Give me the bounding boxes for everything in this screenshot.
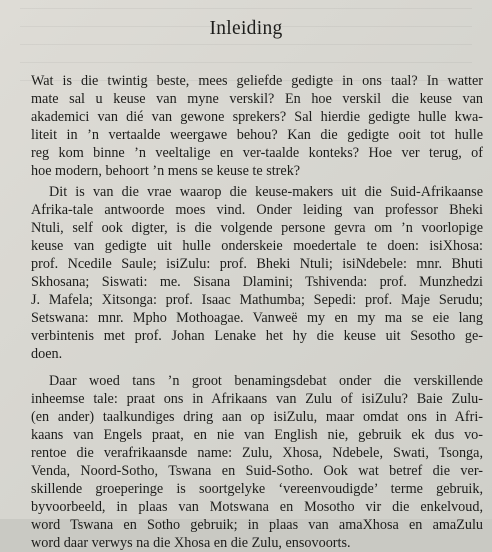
- text-line: doen.: [31, 345, 483, 363]
- text-line: prof. Ncedile Saule; isiZulu: prof. Bheki Ntuli; isiNdebele: mnr. Bhuti: [31, 255, 483, 273]
- text-line: kaans van Engels praat, en nie van English nie, gebruik ek dus vo-: [31, 426, 483, 444]
- text-line: Daar woed tans ’n groot benamingsdebat onder die verskillende: [31, 372, 483, 390]
- text-line: verbintenis met prof. Johan Lenake het hy die keuse uit Sesotho ge-: [31, 327, 483, 345]
- body-text: [31, 72, 483, 552]
- paragraph-2: [31, 183, 483, 364]
- text-line: skillende groeperinge is soortgelyke ‘vereenvoudigde’ terme gebruik,: [31, 480, 483, 498]
- text-line: rentoe die verafrikaansde name: Zulu, Xhosa, Ndebele, Swati, Tsonga,: [31, 444, 483, 462]
- text-line: J. Mafela; Xitsonga: prof. Isaac Mathumba; Sepedi: prof. Maje Serudu;: [31, 291, 483, 309]
- text-line: inheemse tale: praat ons in Afrikaans van Zulu of isiZulu? Baie Zulu-: [31, 390, 483, 408]
- paragraph-1: [31, 72, 483, 181]
- text-line: Setswana: mnr. Mpho Mothoagae. Vanweë my en my ma se eie lang: [31, 309, 483, 327]
- text-line: mate sal u keuse van myne verskil? En hoe verskil die keuse van: [31, 90, 483, 108]
- text-line: liteit in ’n vertaalde weergawe behou? Kan die gedigte ooit tot hulle: [31, 126, 483, 144]
- text-line: Afrika-tale antwoorde moes vind. Onder leiding van professor Bheki: [31, 201, 483, 219]
- text-line: (en ander) taalkundiges dring aan op isiZulu, maar omdat ons in Afri-: [31, 408, 483, 426]
- text-line: reg kom binne ’n veeltalige en ver-taalde konteks? Hoe ver terug, of: [31, 144, 483, 162]
- text-line: hoe modern, behoort ’n mens se keuse te strek?: [31, 162, 483, 180]
- text-line: Ntuli, self ook digter, is die volgende persone gevra om ’n voorlopige: [31, 219, 483, 237]
- chapter-title: Inleiding: [0, 18, 492, 40]
- text-line: Wat is die twintig beste, mees geliefde gedigte in ons taal? In watter: [31, 72, 483, 90]
- text-line: akademici van dié van gewone sprekers? Sal hierdie gedigte hulle kwa-: [31, 108, 483, 126]
- text-line: Venda, Noord-Sotho, Tswana en Suid-Sotho. Ook wat betref die ver-: [31, 462, 483, 480]
- text-line: keuse van gedigte uit hulle onderskeie moedertale te doen: isiXhosa:: [31, 237, 483, 255]
- paragraph-3: [31, 372, 483, 552]
- text-line: Skhosana; Siswati: me. Sisana Dlamini; Tshivenda: prof. Munzhedzi: [31, 273, 483, 291]
- text-line: word Tswana en Sotho gebruik; in plaas van amaXhosa en amaZulu: [31, 516, 483, 534]
- text-line: word daar verwys na die Xhosa en die Zulu, ensovoorts.: [31, 534, 483, 552]
- paragraph-gap: [31, 364, 483, 372]
- text-line: Dit is van die vrae waarop die keuse-makers uit die Suid-Afrikaanse: [31, 183, 483, 201]
- text-line: byvoorbeeld, in plaas van Motswana en Mosotho vir die enkelvoud,: [31, 498, 483, 516]
